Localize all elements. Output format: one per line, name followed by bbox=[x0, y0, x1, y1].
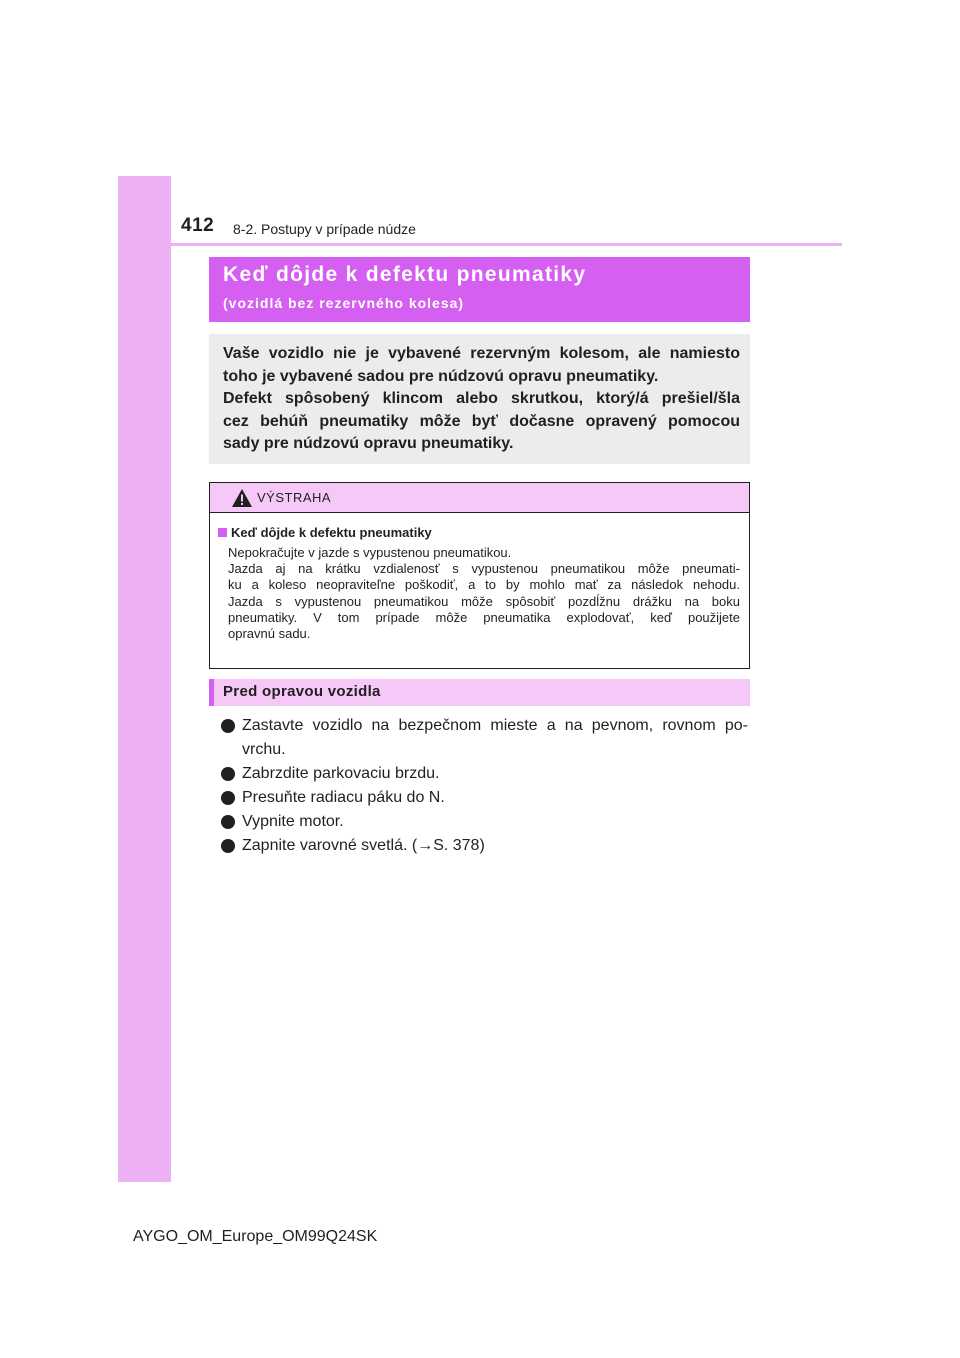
bullet-dot-icon bbox=[221, 767, 235, 781]
side-tab-strip bbox=[118, 176, 171, 1182]
intro-line: cez behúň pneumatiky môže byť dočasne opravený pomocou bbox=[223, 412, 740, 430]
intro-line: toho je vybavené sadou pre núdzovú opravu pneumatiky. bbox=[223, 367, 659, 385]
title-box bbox=[209, 257, 750, 322]
section-label: 8-2. Postupy v prípade núdze bbox=[233, 221, 416, 237]
list-item-text: Zabrzdite parkovaciu brzdu. bbox=[242, 765, 440, 782]
bullet-dot-icon bbox=[221, 719, 235, 733]
list-item bbox=[221, 714, 748, 762]
list-item-text: vrchu. bbox=[242, 741, 286, 758]
list-item bbox=[221, 786, 748, 810]
warning-body bbox=[210, 513, 749, 642]
list-item bbox=[221, 810, 748, 834]
warning-line: Nepokračujte v jazde s vypustenou pneumatikou. bbox=[228, 545, 512, 560]
section-heading-text: Pred opravou vozidla bbox=[223, 683, 381, 700]
bullet-dot-icon bbox=[221, 791, 235, 805]
document-footer: AYGO_OM_Europe_OM99Q24SK bbox=[133, 1228, 378, 1245]
list-item-text: Zastavte vozidlo na bezpečnom mieste a na pevnom, rovnom po- bbox=[242, 717, 748, 734]
intro-line: sady pre núdzovú opravu pneumatiky. bbox=[223, 435, 514, 452]
list-item-text: Presuňte radiacu páku do N. bbox=[242, 789, 445, 806]
list-item-text: Zapnite varovné svetlá. (→S. 378) bbox=[242, 837, 485, 854]
warning-triangle-icon bbox=[231, 488, 253, 508]
page-title: Keď dôjde k defektu pneumatiky bbox=[223, 263, 587, 286]
warning-line: opravnú sadu. bbox=[228, 626, 311, 642]
warning-text bbox=[228, 545, 740, 642]
warning-line: Jazda aj na krátku vzdialenosť s vypustenou pneumatikou môže pneumati- bbox=[228, 561, 740, 577]
warning-line: pneumatiky. V tom prípade môže pneumatika explodovať, keď použijete bbox=[228, 609, 740, 625]
list-item-text: Vypnite motor. bbox=[242, 813, 344, 830]
bullet-dot-icon bbox=[221, 815, 235, 829]
warning-line: Jazda s vypustenou pneumatikou môže spôsobiť pozdĺžnu drážku na boku bbox=[228, 593, 740, 609]
page-subtitle: (vozidlá bez rezervného kolesa) bbox=[223, 295, 465, 311]
list-item bbox=[221, 762, 748, 786]
warning-subheading-text: Keď dôjde k defektu pneumatiky bbox=[231, 525, 432, 540]
warning-box bbox=[209, 482, 750, 669]
bullet-list bbox=[221, 714, 748, 858]
intro-line: Vaše vozidlo nie je vybavené rezervným kolesom, ale namiesto bbox=[223, 345, 740, 362]
square-bullet-icon bbox=[218, 528, 227, 537]
intro-line: Defekt spôsobený klincom alebo skrutkou, ktorý/á prešiel/šla bbox=[223, 390, 740, 407]
warning-subheading bbox=[218, 525, 740, 540]
section-heading bbox=[209, 679, 750, 706]
list-item bbox=[221, 834, 748, 858]
warning-title: VÝSTRAHA bbox=[257, 490, 332, 505]
warning-line: ku a koleso neopraviteľne poškodiť, a to by mohlo mať za následok nehodu. bbox=[228, 577, 740, 593]
header-rule bbox=[118, 243, 842, 246]
page-number: 412 bbox=[181, 215, 215, 236]
bullet-dot-icon bbox=[221, 839, 235, 853]
warning-header bbox=[210, 483, 749, 513]
section-heading-bar bbox=[209, 679, 214, 706]
intro-box bbox=[209, 334, 750, 464]
